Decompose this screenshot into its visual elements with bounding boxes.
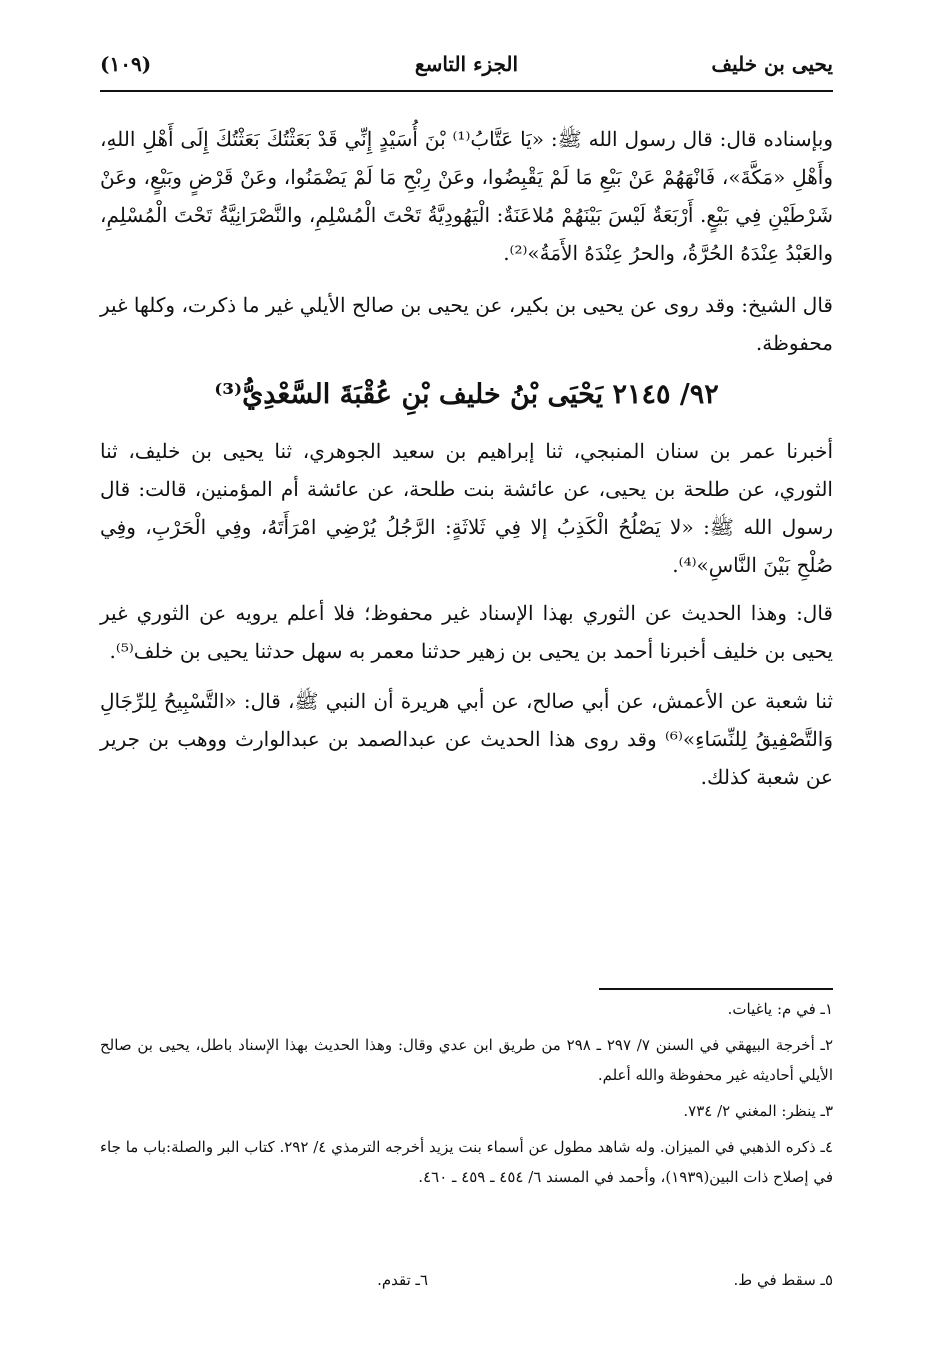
volume-label: الجزء التاسع — [414, 52, 519, 76]
footnotes — [100, 994, 833, 1198]
footnote-1: ١ـ في م: ياغيات. — [727, 1000, 833, 1018]
paragraph-shuba: ثنا شعبة عن الأعمش، عن أبي صالح، عن أبي هريرة أن النبي ﷺ، قال: «التَّسْبِيحُ لِلرِّجَالِ وَالتَّصْفِيقُ لِلنِّسَاءِ»⁽⁶⁾ وقد روى هذا الحديث عن عبدالصمد بن عبدالوارث ووهب بن جرير عن شعبة كذلك. — [100, 689, 834, 789]
footnote-divider — [599, 988, 833, 990]
running-title: يحيى بن خليف — [711, 52, 833, 76]
paragraph-sheikh-comment: قال الشيخ: وقد روى عن يحيى بن بكير، عن يحيى بن صالح الأيلي غير ما ذكرت، وكلها غير محفوظة. — [100, 293, 833, 355]
footnotes-final-row — [100, 1265, 833, 1295]
page-header — [100, 50, 833, 90]
footnote-4: ٤ـ ذكره الذهبي في الميزان. وله شاهد مطول عن أسماء بنت يزيد أخرجه الترمذي ٤/ ٢٩٢. كتاب البر والصلة:باب ما جاء في إصلاح ذات البين(١٩٣٩)، وأحمد في المسند ٦/ ٤٥٤ ـ ٤٥٩ ـ ٤٦٠. — [100, 1138, 833, 1186]
footnote-3: ٣ـ ينظر: المغني ٢/ ٧٣٤. — [683, 1102, 833, 1120]
header-divider — [100, 90, 833, 92]
paragraph-hadith-attab: وبإسناده قال: قال رسول الله ﷺ: «يَا عَتَّابُ⁽¹⁾ بْنَ أُسَيْدٍ إِنِّي قَدْ بَعَثْتُكَ بَعَثْتُكَ إِلَى أَهْلِ اللهِ، وأَهْلِ «مَكَّةَ»، فَانْهَهُمْ عَنْ بَيْعِ مَا لَمْ يَقْبِضُوا، وعَنْ رِبْحِ مَا لَمْ يَضْمَنُوا، وعَنْ قَرْضٍ وبَيْعٍ، وعَنْ شَرْطَيْنِ فِي بَيْعٍ. أَرْبَعَةٌ لَيْسَ بَيْنَهُمْ مُلاعَنَةٌ: الْيَهُودِيَّةُ تَحْتَ الْمُسْلِمِ، والنَّصْرَانِيَّةُ تَحْتَ الْمُسْلِمِ، والعَبْدُ عِنْدَهُ الحُرَّةُ، والحرُ عِنْدَهُ الأَمَةُ»⁽²⁾. — [100, 127, 833, 265]
footnote-6: ٦ـ تقدم. — [377, 1271, 428, 1289]
paragraph-commentary: قال: وهذا الحديث عن الثوري بهذا الإسناد غير محفوظ؛ فلا أعلم يرويه عن الثوري غير يحيى بن خليف أخبرنا أحمد بن يحيى بن زهير حدثنا معمر به سهل حدثنا يحيى بن خلف⁽⁵⁾. — [100, 601, 833, 663]
footnote-5: ٥ـ سقط في ط. — [733, 1271, 833, 1289]
main-text — [100, 120, 833, 796]
footnote-2: ٢ـ أخرجة البيهقي في السنن ٧/ ٢٩٧ ـ ٢٩٨ من طريق ابن عدي وقال: وهذا الحديث بهذا الإسناد باطل، يحيى بن صالح الأيلي أحاديثه غير محفوظة والله أعلم. — [100, 1036, 833, 1084]
page-number: (١٠٩) — [100, 52, 152, 76]
entry-heading: ٩٢/ ٢١٤٥ يَحْيَى بْنُ خليف بْنِ عُقْبَةَ السَّعْدِيُّ⁽³⁾ — [214, 379, 719, 410]
paragraph-isnad-thawri: أخبرنا عمر بن سنان المنبجي، ثنا إبراهيم بن سعيد الجوهري، ثنا يحيى بن خليف، ثنا الثوري، عن طلحة بن يحيى، عن عائشة بنت طلحة، عن عائشة أم المؤمنين، قالت: قال رسول الله ﷺ: «لا يَصْلُحُ الْكَذِبُ إلا فِي ثَلاثَةٍ: الرَّجُلُ يُرْضِي امْرَأَتَهُ، وفِي الْحَرْبِ، وفِي صُلْحِ بَيْنَ النَّاسِ»⁽⁴⁾. — [100, 439, 833, 577]
